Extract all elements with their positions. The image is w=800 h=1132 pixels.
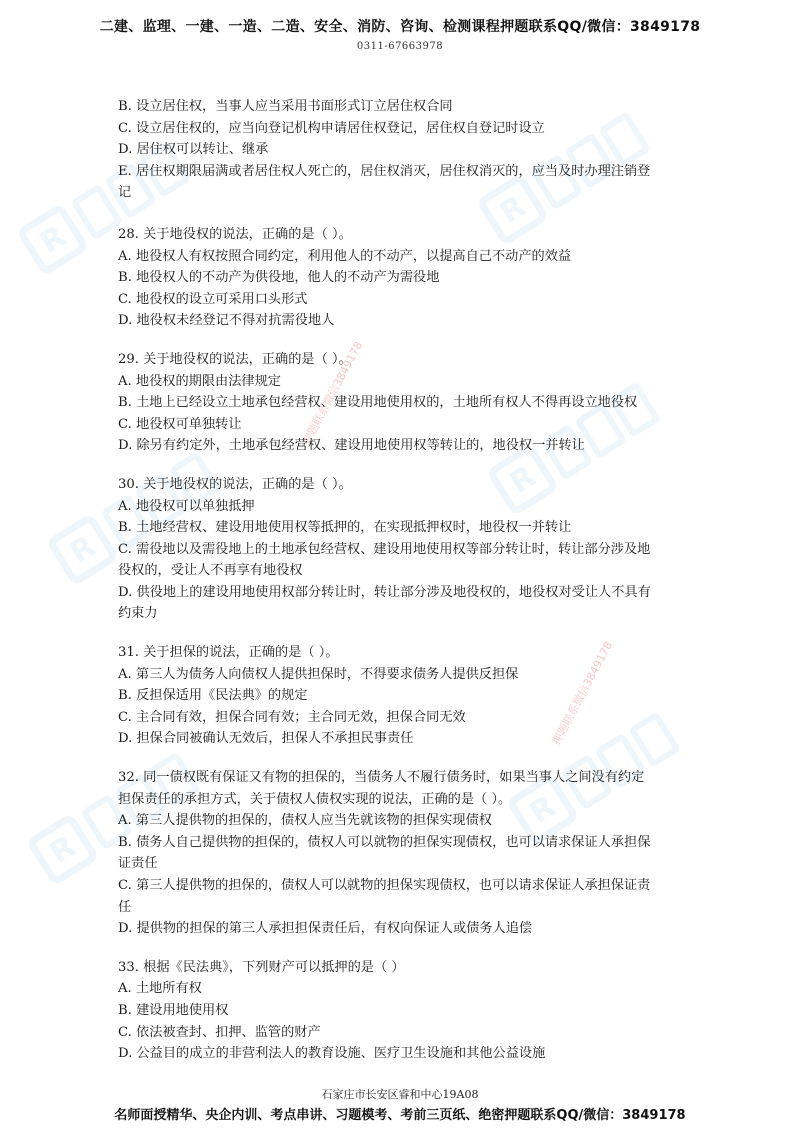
question-line: 约束力 — [118, 606, 158, 622]
question-line: C. 设立居住权的，应当向登记机构申请居住权登记，居住权自登记时设立 — [118, 120, 545, 136]
question-line: A. 第三人提供物的担保的，债权人应当先就该物的担保实现债权 — [118, 813, 492, 829]
watermark-logo-icon: R — [25, 812, 99, 886]
watermark-logo-icon: R — [505, 772, 579, 846]
question-line: 役权的，受让人不再享有地役权 — [118, 563, 303, 579]
question-line: D. 除另有约定外，土地承包经营权、建设用地使用权等转让的，地役权一并转让 — [118, 438, 585, 454]
header-title: 二建、监理、一建、一造、二造、安全、消防、咨询、检测课程押题联系QQ/微信：3849178 — [99, 19, 701, 35]
watermark-stamp: 押题联系微信3849178 — [549, 639, 616, 748]
question-line: C. 需役地以及需役地上的土地承包经营权、建设用地使用权等部分转让时，转让部分涉及地 — [118, 541, 651, 557]
question-line: A. 地役权人有权按照合同约定，利用他人的不动产，以提高自己不动产的效益 — [118, 248, 572, 264]
question-block — [118, 957, 690, 1065]
watermark-stamp: 押题联系微信3849178 — [299, 339, 366, 448]
question-line: 证责任 — [118, 856, 158, 872]
question-block — [118, 349, 690, 457]
question-line: D. 居住权可以转让、继承 — [118, 142, 269, 158]
footer-slogan: 名师面授精华、央企内训、考点串讲、习题模考、考前三页纸、绝密押题联系QQ/微信：3849178 — [114, 1108, 686, 1123]
question-stem: 29. 关于地役权的说法，正确的是（ ）。 — [118, 351, 352, 367]
question-line: A. 地役权可以单独抵押 — [118, 498, 255, 514]
footer-address: 石家庄市长安区睿和中心19A08 — [321, 1088, 479, 1101]
question-line: B. 建设用地使用权 — [118, 1002, 229, 1018]
question-block — [118, 96, 690, 204]
page-header — [0, 16, 800, 52]
watermark-logo-icon: R — [15, 202, 89, 276]
watermark-logo-icon: R — [45, 512, 119, 586]
question-line: C. 地役权的设立可采用口头形式 — [118, 291, 308, 307]
question-line: C. 主合同有效，担保合同有效；主合同无效，担保合同无效 — [118, 709, 466, 725]
question-stem: 30. 关于地役权的说法，正确的是（ ）。 — [118, 476, 352, 492]
question-block — [118, 642, 690, 750]
header-phone: 0311-67663978 — [356, 41, 444, 52]
question-line: B. 设立居住权，当事人应当采用书面形式订立居住权合同 — [118, 99, 453, 114]
question-block — [118, 767, 690, 940]
question-stem: 32. 同一债权既有保证又有物的担保的，当债务人不履行债务时，如果当事人之间没有约定 — [118, 770, 645, 786]
question-line: C. 第三人提供物的担保的，债权人可以就物的担保实现债权，也可以请求保证人承担保证责 — [118, 878, 651, 893]
question-line: 任 — [118, 899, 132, 915]
question-line: D. 公益目的成立的非营利法人的教育设施、医疗卫生设施和其他公益设施 — [118, 1046, 546, 1062]
question-line: 记 — [118, 185, 132, 201]
question-line: C. 依法被查封、扣押、监管的财产 — [118, 1024, 321, 1040]
question-line: B. 地役权人的不动产为供役地，他人的不动产为需役地 — [118, 270, 440, 286]
question-line: D. 供役地上的建设用地使用权部分转让时，转让部分涉及地役权的，地役权对受让人不具有 — [118, 584, 651, 600]
question-line: D. 地役权未经登记不得对抗需役地人 — [118, 313, 335, 329]
question-line: D. 提供物的担保的第三人承担担保责任后，有权向保证人或债务人追偿 — [118, 921, 533, 937]
question-line: B. 债务人自己提供物的担保的，债权人可以就物的担保实现债权，也可以请求保证人承担保 — [118, 834, 651, 850]
question-line: B. 反担保适用《民法典》的规定 — [118, 688, 308, 704]
question-line: C. 地役权可单独转让 — [118, 416, 242, 432]
question-block — [118, 474, 690, 625]
watermark-logo-icon: R — [475, 172, 549, 246]
question-line: A. 土地所有权 — [118, 981, 202, 997]
question-line: A. 地役权的期限由法律规定 — [118, 373, 281, 389]
question-line: D. 担保合同被确认无效后，担保人不承担民事责任 — [118, 731, 414, 747]
question-list — [118, 96, 690, 1082]
question-stem: 33. 根据《民法典》，下列财产可以抵押的是（ ） — [118, 959, 405, 975]
question-line: A. 第三人为债务人向债权人提供担保时，不得要求债务人提供反担保 — [118, 666, 519, 682]
question-line: 担保责任的承担方式，关于债权人债权实现的说法，正确的是（ ）。 — [118, 791, 512, 807]
question-stem: 28. 关于地役权的说法，正确的是（ ）。 — [118, 226, 352, 242]
question-block — [118, 224, 690, 332]
question-line: B. 土地上已经设立土地承包经营权、建设用地使用权的，土地所有权人不得再设立地役权 — [118, 395, 638, 411]
question-line: B. 土地经营权、建设用地使用权等抵押的，在实现抵押权时，地役权一并转让 — [118, 520, 572, 536]
question-line: E. 居住权期限届满或者居住权人死亡的，居住权消灭，居住权消灭的，应当及时办理注销登 — [118, 163, 651, 179]
watermark-logo-icon: R — [485, 442, 559, 516]
question-stem: 31. 关于担保的说法，正确的是（ ）。 — [118, 645, 339, 661]
